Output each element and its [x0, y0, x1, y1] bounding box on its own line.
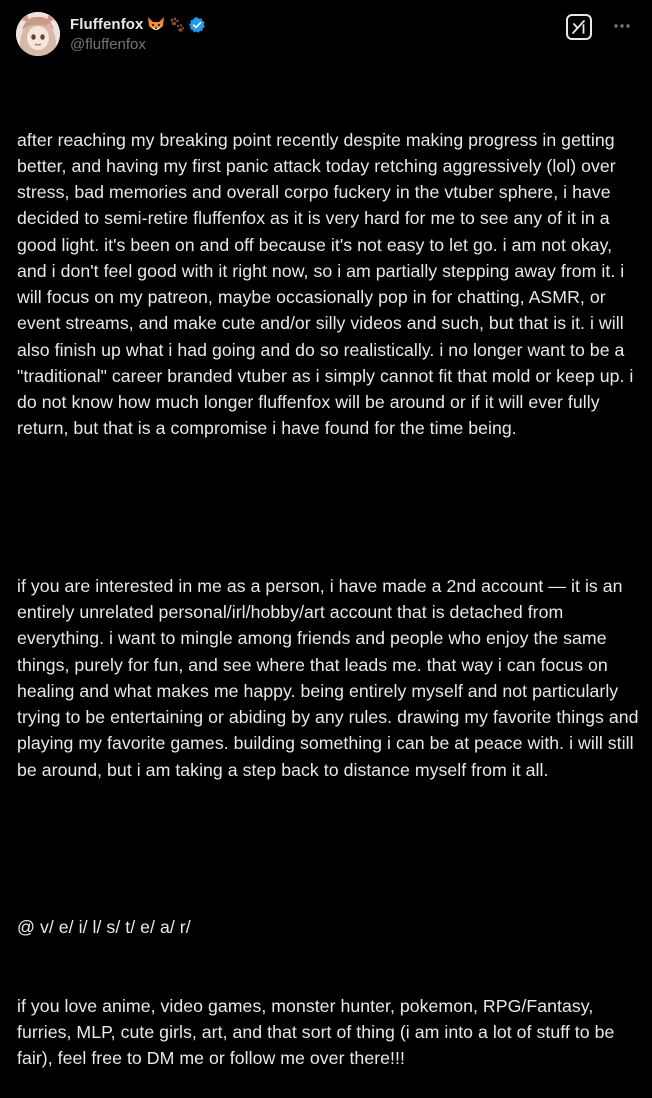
account-mention[interactable]: @ v/ e/ i/ l/ s/ t/ e/ a/ r/: [17, 917, 191, 937]
avatar[interactable]: [16, 12, 60, 56]
display-name[interactable]: Fluffenfox: [70, 15, 144, 33]
fox-face-emoji: [147, 16, 165, 33]
avatar-image: [16, 12, 60, 56]
paragraph-gap: [17, 494, 639, 520]
verified-badge-icon[interactable]: [188, 16, 206, 33]
more-horizontal-icon: [613, 23, 631, 29]
grok-icon: [571, 19, 587, 35]
post-text: [17, 74, 644, 1098]
paragraph-gap: [17, 835, 639, 861]
post-paragraph-2: if you are interested in me as a person, i have made a 2nd account — it is an entirely unrelated personal/irl/hobby/art account that is detached from everything. i want to mingle among friends and people who enjoy the same things, purely for fun, and see where that leads me. that way i can focus on healing and what makes me happy. being entirely myself and not particularly trying to be entertaining or abiding by any rules. drawing my favorite things and playing my favorite games. building something i can be at peace with. i will still be around, but i am taking a step back to distance myself from it all.: [17, 575, 644, 780]
author-handle[interactable]: @fluffenfox: [70, 36, 146, 53]
grok-button[interactable]: [566, 14, 592, 40]
post-header: [16, 12, 636, 58]
paw-prints-emoji: [168, 16, 185, 33]
post-paragraph-3: if you love anime, video games, monster hunter, pokemon, RPG/Fantasy, furries, MLP, cute girls, art, and that sort of thing (i am into a lot of stuff to be fair), feel free to DM me or follow me over there!!!: [17, 995, 620, 1069]
post-paragraph-1: after reaching my breaking point recently despite making progress in getting better, and having my first panic attack today retching aggressively (lol) over stress, bad memories and overall corpo fuckery in the vtuber sphere, i have decided to semi-retire fluffenfox as it is very hard for me to see any of it in a good light. it's been on and off because it's not easy to let go. i am not okay, and i don't feel good with it right now, so i am partially stepping away from it. i will focus on my patreon, maybe occasionally pop in for chatting, ASMR, or event streams, and make cute and/or silly videos and such, but that is it. i will also finish up what i had going and do so realistically. i no longer want to be a "traditional" career branded vtuber as i simply cannot fit that mold or keep up. i do not know how much longer fluffenfox will be around or if it will ever fully return, but that is a compromise i have found for the time being.: [17, 129, 639, 439]
display-name-line: [70, 14, 206, 34]
more-options-button[interactable]: [610, 16, 634, 36]
author-names: [70, 14, 206, 53]
